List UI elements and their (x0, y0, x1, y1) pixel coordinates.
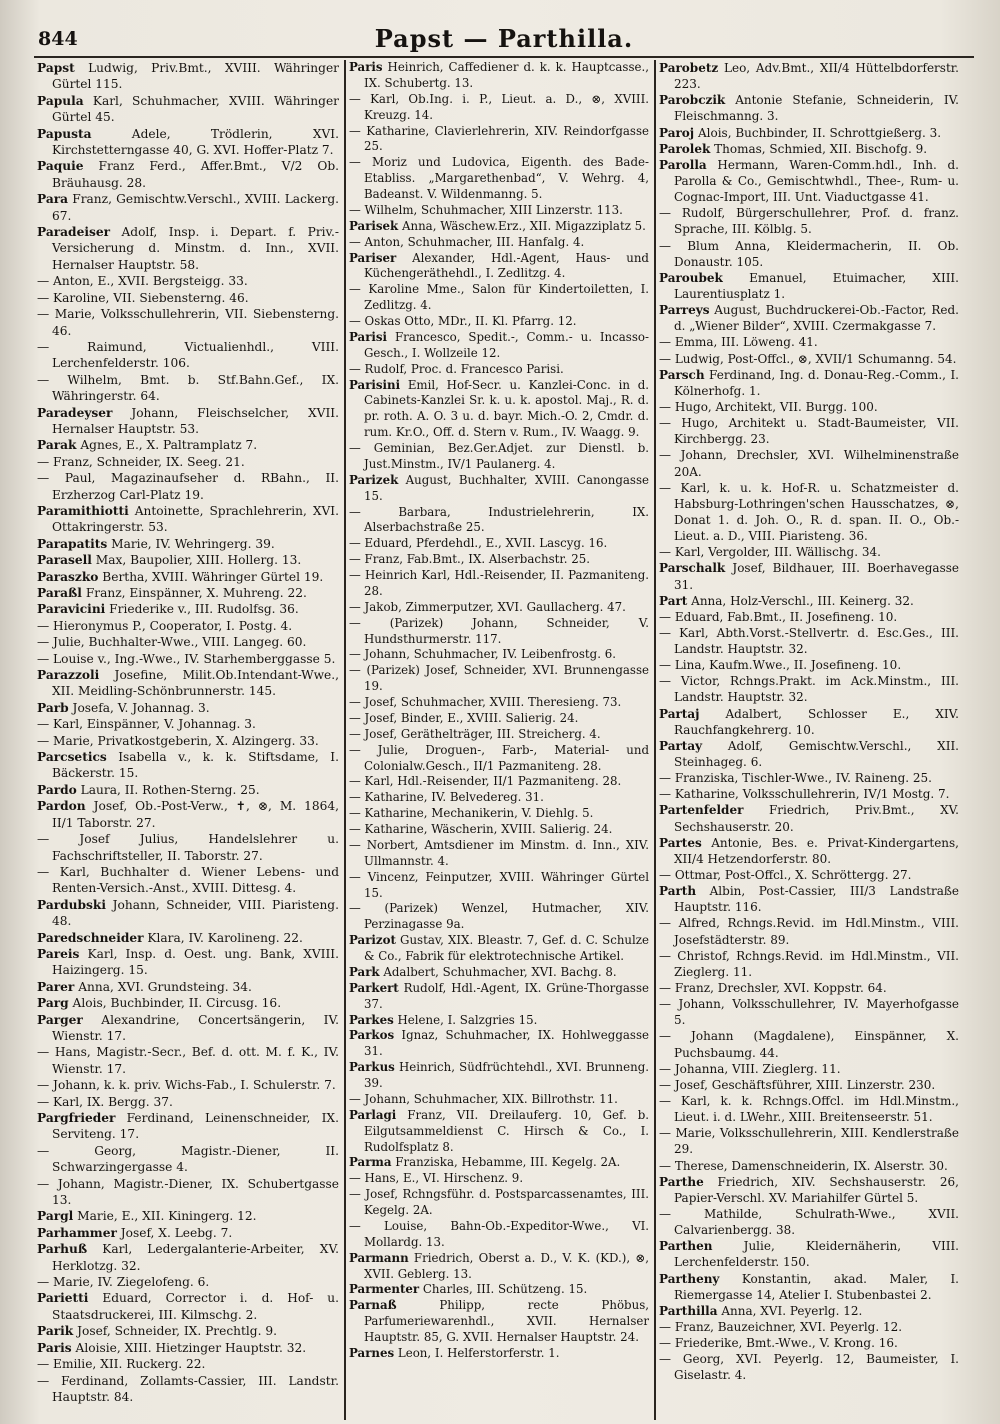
directory-entry: — Johann, Magistr.-Diener, IX. Schubertgasse 13. (37, 1176, 339, 1208)
directory-entry: — Katharine, Mechanikerin, V. Diehlg. 5. (349, 806, 594, 821)
directory-entry: — Hans, Magistr.-Secr., Bef. d. ott. M. f. K., IV. Wienstr. 17. (37, 1045, 339, 1076)
directory-entry: — Rudolf, Proc. d. Francesco Parisi. (349, 361, 564, 376)
directory-entry: — Johann, Drechsler, XVI. Wilhelminenstraße 20A. (659, 448, 959, 479)
directory-entry: Parobetz Leo, Adv.Bmt., XII/4 Hüttelbdorferstr. 223. (659, 61, 959, 92)
directory-entry: — Katharine, Volksschullehrerin, IV/1 Mostg. 7. (659, 787, 950, 802)
directory-entry: Partes Antonie, Bes. e. Privat-Kindergartens, XII/4 Hetzendorferstr. 80. (659, 835, 959, 866)
directory-entry: Paroubek Emanuel, Etuimacher, XIII. Laurentiusplatz 1. (659, 270, 959, 301)
directory-entry: — Julie, Buchhalter-Wwe., VIII. Langeg. 60. (37, 635, 307, 650)
directory-entry: — Johann, k. k. priv. Wichs-Fab., I. Schulerstr. 7. (37, 1078, 336, 1093)
directory-entry: Pardon Josef, Ob.-Post-Verw., ✝, ⊗, M. 1864, II/1 Taborstr. 27. (37, 799, 339, 830)
directory-entry: Parasell Max, Baupolier, XIII. Hollerg. 13. (37, 553, 302, 568)
directory-entry: Parcsetics Isabella v., k. k. Stiftsdame, I. Bäckerstr. 15. (37, 750, 339, 781)
directory-entry: — Franz, Fab.Bmt., IX. Alserbachstr. 25. (349, 552, 590, 567)
directory-entry: — Louise v., Ing.-Wwe., IV. Starhemberggasse 5. (37, 651, 336, 666)
directory-entry: — Eduard, Fab.Bmt., II. Josefineng. 10. (659, 609, 898, 624)
directory-entry: — Katharine, Wäscherin, XVIII. Salierig. 24. (349, 822, 613, 836)
directory-entry: Parazzoli Josefine, Milit.Ob.Intendant-Wwe., XII. Meidling-Schönbrunnerstr. 145. (37, 668, 339, 699)
directory-entry: — Wilhelm, Schuhmacher, XIII Linzerstr. 113. (349, 202, 623, 217)
directory-entry: Paris Heinrich, Caffediener d. k. k. Hauptcasse., IX. Schubertg. 13. (349, 60, 649, 90)
directory-entry: Parnaß Philipp, recte Phöbus, Parfumeriewarenhdl., XVII. Hernalser Hauptstr. 85, G. XVII. Hernalser Hauptstr. 24. (349, 1298, 649, 1344)
directory-entry: Pareis Karl, Insp. d. Oest. ung. Bank, XVIII. Haizingerg. 15. (37, 946, 339, 978)
directory-entry: — Victor, Rchngs.Prakt. im Ack.Minstm., III. Landstr. Hauptstr. 32. (659, 674, 959, 705)
directory-entry: Parschalk Josef, Bildhauer, III. Boerhavegasse 31. (659, 561, 959, 592)
column-right (654, 60, 964, 1420)
directory-entry: — Johann (Magdalene), Einspänner, X. Puchsbaumg. 44. (659, 1029, 959, 1060)
directory-entry: — Josef, Geschäftsführer, XIII. Linzerstr. 230. (659, 1077, 936, 1092)
directory-entry: Parg Alois, Buchbinder, II. Circusg. 16. (37, 996, 282, 1011)
directory-entry: — Karoline Mme., Salon für Kindertoiletten, I. Zedlitzg. 4. (349, 282, 649, 313)
directory-entry: Parthe Friedrich, XIV. Sechshauserstr. 26, Papier-Verschl. XV. Mariahilfer Gürtel 5. (659, 1174, 959, 1205)
directory-entry: Pargl Marie, E., XII. Kiningerg. 12. (37, 1209, 257, 1224)
directory-entry: Parapatits Marie, IV. Wehringerg. 39. (37, 536, 275, 551)
directory-entry: — Karl, k. u. k. Hof-R. u. Schatzmeister d. Habsburg-Lothringen'schen Hausschatzes, ⊗, Donat 1. d. Joh. O., R. d. span. II. O., Ob.-Lieut. a. D., VIII. Piaristeng. 36. (659, 480, 959, 544)
directory-entry: — Eduard, Pferdehdl., E., XVII. Lascyg. 16. (349, 536, 608, 551)
directory-entry: — (Parizek) Wenzel, Hutmacher, XIV. Perzinagasse 9a. (349, 901, 649, 932)
directory-entry: — Karl, Ob.Ing. i. P., Lieut. a. D., ⊗, XVIII. Kreuzg. 14. (349, 91, 649, 122)
directory-entry: Pardo Laura, II. Rothen-Sterng. 25. (37, 782, 260, 797)
directory-entry: Parhammer Josef, X. Leebg. 7. (37, 1225, 233, 1240)
directory-entry: Parmann Friedrich, Oberst a. D., V. K. (KD.), ⊗, XVII. Geblerg. 13. (349, 1250, 649, 1281)
directory-entry: — Katharine, IV. Belvedereg. 31. (349, 790, 544, 805)
directory-entry: Parkos Ignaz, Schuhmacher, IX. Hohlweggasse 31. (349, 1028, 649, 1059)
directory-entry: — Emma, III. Löweng. 41. (659, 335, 818, 350)
directory-entry: Parobczik Antonie Stefanie, Schneiderin, IV. Fleischmanng. 3. (659, 93, 959, 124)
directory-entry: — Lina, Kaufm.Wwe., II. Josefineng. 10. (659, 658, 902, 673)
directory-entry: Paraszko Bertha, XVIII. Währinger Gürtel 19. (37, 569, 324, 584)
directory-entry: — Anton, E., XVII. Bergsteigg. 33. (37, 274, 248, 289)
directory-entry: — Karl, k. k. Rchngs.Offcl. im Hdl.Minstm., Lieut. i. d. LWehr., XIII. Breitenseerstr. 51. (659, 1094, 959, 1125)
directory-entry: Paredschneider Klara, IV. Karolineng. 22. (37, 930, 303, 945)
directory-entry: — Karl, Einspänner, V. Johannag. 3. (37, 717, 256, 732)
directory-entry: — Josef, Schuhmacher, XVIII. Theresieng. 73. (349, 695, 622, 709)
directory-entry: — Louise, Bahn-Ob.-Expeditor-Wwe., VI. Mollardg. 13. (349, 1218, 649, 1249)
directory-entry: — Paul, Magazinaufseher d. RBahn., II. Erzherzog Carl-Platz 19. (37, 471, 339, 502)
directory-entry: — Josef, Rchngsführ. d. Postsparcassenamtes, III. Kegelg. 2A. (349, 1187, 649, 1217)
directory-entry: Paradeyser Johann, Fleischselcher, XVII. Hernalser Hauptstr. 53. (37, 405, 339, 436)
directory-entry: Parietti Eduard, Corrector i. d. Hof- u. Staatsdruckerei, III. Kilmschg. 2. (37, 1291, 339, 1322)
directory-entry: — Ottmar, Post-Offcl., X. Schröttergg. 27. (659, 868, 912, 883)
directory-entry: — Johann, Schuhmacher, XIX. Billrothstr. 11. (349, 1091, 618, 1106)
directory-entry: — Josef Julius, Handelslehrer u. Fachschriftsteller, II. Taborstr. 27. (37, 832, 339, 863)
directory-entry: Papusta Adele, Trödlerin, XVI. Kirchstetterngasse 40, G. XVI. Hoffer-Platz 7. (37, 126, 339, 158)
directory-entry: — Mathilde, Schulrath-Wwe., XVII. Calvarienbergg. 38. (659, 1206, 959, 1238)
directory-entry: Parkert Rudolf, Hdl.-Agent, IX. Grüne-Thorgasse 37. (349, 980, 649, 1011)
column-middle (344, 60, 654, 1420)
directory-entry: — Karl, Hdl.-Reisender, II/1 Pazmaniteng. 28. (349, 774, 622, 789)
directory-entry: — Franz, Bauzeichner, XVI. Peyerlg. 12. (659, 1319, 903, 1334)
directory-entry: Park Adalbert, Schuhmacher, XVI. Bachg. 8. (349, 964, 617, 979)
directory-entry: Paraßl Franz, Einspänner, X. Muhreng. 22. (37, 586, 307, 600)
directory-entry: — Hans, E., VI. Hirschenz. 9. (349, 1171, 524, 1186)
directory-entry: — Josef, Geräthelträger, III. Streicherg. 4. (349, 726, 601, 741)
directory-entry: — Johanna, VIII. Zieglerg. 11. (659, 1061, 841, 1076)
directory-entry: Paravicini Friederike v., III. Rudolfsg. 36. (37, 602, 299, 617)
directory-entry: — Anton, Schuhmacher, III. Hanfalg. 4. (349, 234, 585, 249)
page-number: 844 (38, 28, 78, 50)
directory-entry: Parhuß Karl, Ledergalanterie-Arbeiter, XV. Herklotzg. 32. (37, 1242, 339, 1273)
directory-entry: — Vincenz, Feinputzer, XVIII. Währinger Gürtel 15. (349, 869, 649, 900)
directory-entry: — Marie, Volksschullehrerin, XIII. Kendlerstraße 29. (659, 1126, 959, 1157)
directory-entry: Partay Adolf, Gemischtw.Verschl., XII. Steinhageg. 6. (659, 738, 959, 770)
directory-entry: Parthen Julie, Kleidernäherin, VIII. Lerchenfelderstr. 150. (659, 1239, 959, 1270)
directory-entry: Parik Josef, Schneider, IX. Prechtlg. 9. (37, 1324, 277, 1339)
directory-entry: — Emilie, XII. Ruckerg. 22. (37, 1357, 206, 1372)
directory-entry: Parisi Francesco, Spedit.-, Comm.- u. Incasso-Gesch., I. Wollzeile 12. (349, 329, 649, 360)
directory-entry: Parisini Emil, Hof-Secr. u. Kanzlei-Conc. in d. Cabinets-Kanzlei Sr. k. u. k. apostol. Maj., R. d. pr. roth. A. O. 3 u. d. bayr. Mich.-O. 2, Cmdr. d. rum. Kr.O., Off. d. Stern v. Rum., IV. Waagg. 9. (349, 377, 649, 440)
directory-entry: Paquie Franz Ferd., Affer.Bmt., V/2 Ob. Bräuhausg. 28. (37, 159, 339, 190)
directory-entry: Partenfelder Friedrich, Priv.Bmt., XV. Sechshauserstr. 20. (659, 803, 959, 834)
page-title: Papst — Parthilla. (374, 24, 634, 53)
directory-entry: — Ferdinand, Zollamts-Cassier, III. Landstr. Hauptstr. 84. (37, 1373, 339, 1404)
directory-entry: Papula Karl, Schuhmacher, XVIII. Währinger Gürtel 45. (37, 93, 339, 125)
directory-entry: Para Franz, Gemischtw.Verschl., XVIII. Lackerg. 67. (37, 192, 339, 223)
directory-entry: — Karl, Abth.Vorst.-Stellvertr. d. Esc.Ges., III. Landstr. Hauptstr. 32. (659, 625, 959, 657)
directory-entry: — Therese, Damenschneiderin, IX. Alserstr. 30. (659, 1158, 948, 1173)
directory-entry: — Marie, IV. Ziegelofeng. 6. (37, 1275, 210, 1290)
directory-entry: Parer Anna, XVI. Grundsteing. 34. (37, 979, 252, 994)
directory-entry: — Karl, Vergolder, III. Wällischg. 34. (659, 545, 881, 560)
directory-entry: Parger Alexandrine, Concertsängerin, IV. Wienstr. 17. (37, 1012, 339, 1043)
directory-entry: — Blum Anna, Kleidermacherin, II. Ob. Donaustr. 105. (659, 238, 959, 269)
directory-entry: Parmenter Charles, III. Schützeng. 15. (349, 1282, 588, 1297)
directory-entry: Paradeiser Adolf, Insp. i. Depart. f. Priv.-Versicherung d. Minstm. d. Inn., XVII. Hernalser Hauptstr. 58. (37, 225, 339, 272)
directory-entry: Parolla Hermann, Waren-Comm.hdl., Inh. d. Parolla & Co., Gemischtwhdl., Thee-, Rum- u. Cognac-Import, III. Unt. Viaductgasse 41. (659, 157, 959, 205)
directory-entry: — Marie, Privatkostgeberin, X. Alzingerg. 33. (37, 733, 319, 748)
directory-entry: Partheny Konstantin, akad. Maler, I. Riemergasse 14, Atelier I. Stubenbastei 2. (659, 1271, 959, 1302)
directory-entry: Parkus Heinrich, Südfrüchtehdl., XVI. Brunneng. 39. (349, 1060, 649, 1090)
directory-entry: Parizot Gustav, XIX. Bleastr. 7, Gef. d. C. Schulze & Co., Fabrik für elektrotechnische Artikel. (349, 933, 649, 963)
directory-entry: — Oskas Otto, MDr., II. Kl. Pfarrg. 12. (349, 314, 577, 328)
directory-entry: Papst Ludwig, Priv.Bmt., XVIII. Währinger Gürtel 115. (37, 61, 339, 92)
directory-entry: Parolek Thomas, Schmied, XII. Bischofg. 9. (659, 141, 928, 156)
directory-entry: Parlagi Franz, VII. Dreilauferg. 10, Gef. b. Eilgutsammeldienst C. Hirsch & Co., I. Rudolfsplatz 8. (349, 1107, 649, 1154)
directory-entry: — Franziska, Tischler-Wwe., IV. Raineng. 25. (659, 771, 932, 786)
directory-columns (34, 60, 974, 1420)
directory-entry: — Georg, Magistr.-Diener, II. Schwarzingergasse 4. (37, 1143, 339, 1175)
directory-entry: Parak Agnes, E., X. Paltramplatz 7. (37, 438, 258, 453)
directory-entry: Pariser Alexander, Hdl.-Agent, Haus- und Küchengeräthehdl., I. Zedlitzg. 4. (349, 250, 649, 281)
directory-entry: — Johann, Volksschullehrer, IV. Mayerhofgasse 5. (659, 997, 959, 1028)
directory-entry: — Georg, XVI. Peyerlg. 12, Baumeister, I. Giselastr. 4. (659, 1352, 959, 1383)
directory-entry: — Karl, Buchhalter d. Wiener Lebens- und Renten-Versich.-Anst., XVIII. Dittesg. 4. (37, 864, 339, 896)
directory-entry: Paris Aloisie, XIII. Hietzinger Hauptstr. 32. (37, 1340, 307, 1355)
directory-entry: — Geminian, Bez.Ger.Adjet. zur Dienstl. b. Just.Minstm., IV/1 Paulanerg. 4. (349, 441, 649, 471)
directory-entry: Parma Franziska, Hebamme, III. Kegelg. 2A. (349, 1155, 621, 1170)
directory-entry: — Hugo, Architekt, VII. Burgg. 100. (659, 399, 878, 414)
directory-entry: — Norbert, Amtsdiener im Minstm. d. Inn., XIV. Ullmannstr. 4. (349, 837, 649, 868)
directory-entry: Parisek Anna, Wäschew.Erz., XII. Migazziplatz 5. (349, 218, 646, 233)
directory-entry: — Heinrich Karl, Hdl.-Reisender, II. Pazmaniteng. 28. (349, 568, 649, 598)
directory-entry: Pardubski Johann, Schneider, VIII. Piaristeng. 48. (37, 897, 339, 929)
directory-entry: — Christof, Rchngs.Revid. im Hdl.Minstm., VII. Zieglerg. 11. (659, 948, 959, 979)
directory-entry: — Franz, Drechsler, XVI. Koppstr. 64. (659, 981, 887, 996)
directory-entry: — Johann, Schuhmacher, IV. Leibenfrostg. 6. (349, 647, 616, 662)
directory-entry: — Hugo, Architekt u. Stadt-Baumeister, VII. Kirchbergg. 23. (659, 416, 959, 447)
directory-entry: — Wilhelm, Bmt. b. Stf.Bahn.Gef., IX. Währingerstr. 64. (37, 372, 339, 404)
directory-entry: Partaj Adalbert, Schlosser E., XIV. Rauchfangkehrerg. 10. (659, 706, 959, 737)
directory-entry: — Ludwig, Post-Offcl., ⊗, XVII/1 Schumanng. 54. (659, 351, 957, 366)
directory-entry: Parnes Leon, I. Helferstorferstr. 1. (349, 1345, 560, 1360)
directory-entry: Parthilla Anna, XVI. Peyerlg. 12. (659, 1303, 863, 1318)
directory-entry: — Katharine, Clavierlehrerin, XIV. Reindorfgasse 25. (349, 123, 649, 154)
directory-entry: — Hieronymus P., Cooperator, I. Postg. 4. (37, 618, 293, 633)
directory-entry: Parth Albin, Post-Cassier, III/3 Landstraße Hauptstr. 116. (659, 884, 959, 915)
directory-entry: — Jakob, Zimmerputzer, XVI. Gaullacherg. 47. (349, 599, 626, 614)
column-left (34, 60, 344, 1420)
directory-entry: — Franz, Schneider, IX. Seeg. 21. (37, 454, 245, 469)
directory-entry: Paramithiotti Antoinette, Sprachlehrerin, XVI. Ottakringerstr. 53. (37, 503, 339, 535)
directory-entry: — Karoline, VII. Siebensterng. 46. (37, 290, 249, 305)
directory-entry: — Friederike, Bmt.-Wwe., V. Krong. 16. (659, 1336, 898, 1351)
directory-entry: Part Anna, Holz-Verschl., III. Keinerg. 32. (659, 593, 914, 608)
directory-entry: — Rudolf, Bürgerschullehrer, Prof. d. franz. Sprache, III. Kölblg. 5. (659, 206, 959, 237)
directory-entry: — (Parizek) Johann, Schneider, V. Hundsthurmerstr. 117. (349, 615, 649, 646)
directory-entry: Parb Josefa, V. Johannag. 3. (37, 700, 210, 715)
directory-entry: — Moriz und Ludovica, Eigenth. des Bade-Etabliss. „Margarethenbad“, V. Wehrg. 4, Badeanst. V. Wildenmanng. 5. (349, 155, 649, 201)
directory-entry: — (Parizek) Josef, Schneider, XVI. Brunnengasse 19. (349, 663, 649, 694)
directory-entry: Parkes Helene, I. Salzgries 15. (349, 1012, 538, 1027)
directory-entry: — Barbara, Industrielehrerin, IX. Alserbachstraße 25. (349, 504, 649, 535)
directory-entry: — Julie, Droguen-, Farb-, Material- und Colonialw.Gesch., II/1 Pazmaniteng. 28. (349, 742, 649, 773)
directory-entry: — Raimund, Victualienhdl., VIII. Lerchenfelderstr. 106. (37, 339, 339, 371)
directory-entry: Paroj Alois, Buchbinder, II. Schrottgießerg. 3. (659, 125, 942, 140)
directory-entry: Pargfrieder Ferdinand, Leinenschneider, IX. Serviteng. 17. (37, 1111, 339, 1142)
directory-entry: Parizek August, Buchhalter, XVIII. Canongasse 15. (349, 472, 649, 503)
directory-entry: Parsch Ferdinand, Ing. d. Donau-Reg.-Comm., I. Kölnerhofg. 1. (659, 367, 959, 398)
directory-entry: — Marie, Volksschullehrerin, VII. Siebensterng. 46. (37, 307, 339, 338)
page-header (34, 20, 974, 58)
directory-entry: — Josef, Binder, E., XVIII. Salierig. 24. (349, 710, 579, 725)
directory-entry: Parreys August, Buchdruckerei-Ob.-Factor, Red. d. „Wiener Bilder“, XVIII. Czermakgasse 7. (659, 303, 959, 334)
directory-entry: — Alfred, Rchngs.Revid. im Hdl.Minstm., VIII. Josefstädterstr. 89. (659, 916, 959, 947)
directory-entry: — Karl, IX. Bergg. 37. (37, 1094, 173, 1109)
